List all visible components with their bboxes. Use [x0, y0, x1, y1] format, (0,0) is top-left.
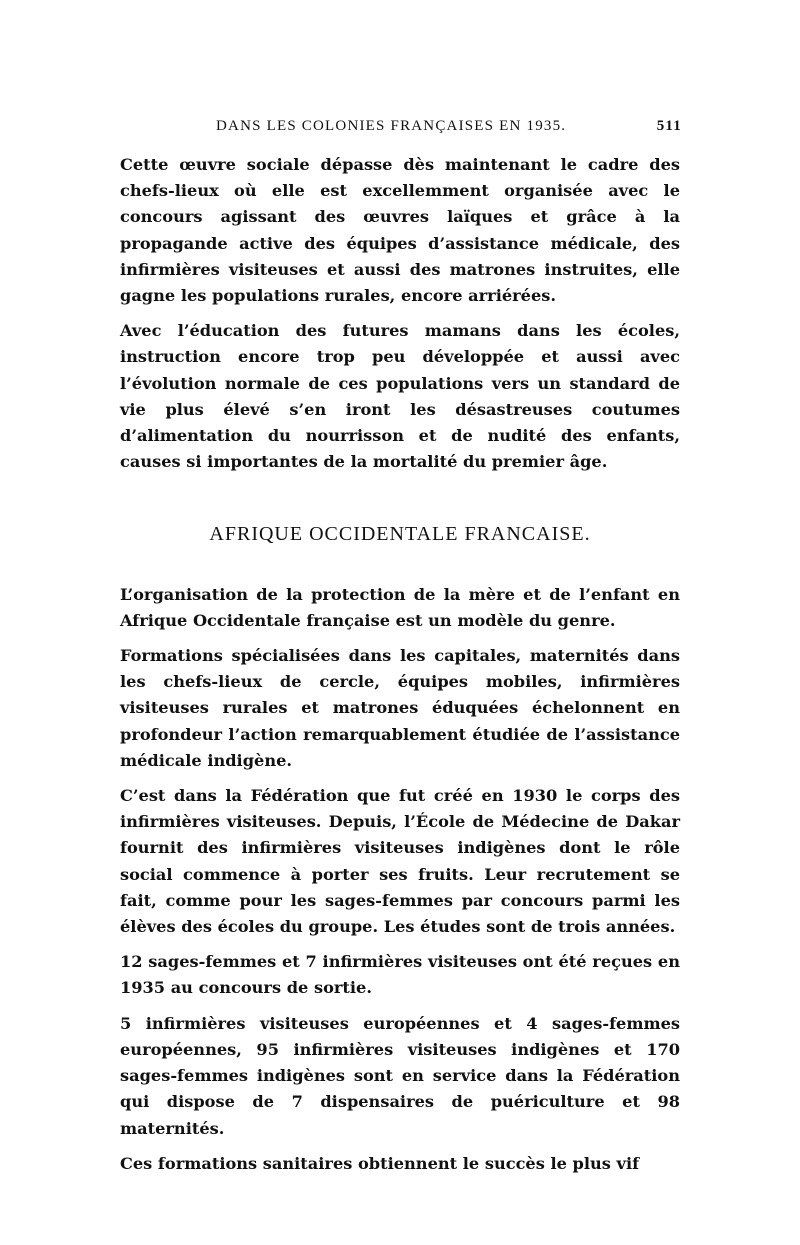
page-number: 511	[656, 118, 682, 134]
section-title: AFRIQUE OCCIDENTALE FRANCAISE.	[209, 523, 591, 546]
paragraph-organisation: L’organisation de la protection de la mère et de l’enfant en Afrique Occidentale française est un modèle du genre.	[120, 584, 680, 630]
paragraph-effectifs: 5 infirmières visiteuses européennes et 4 sages-femmes européennes, 95 infirmières visiteuses indigènes et 170 sages-femmes indigènes sont en service dans la Fédération qui dispose de 7 dispensaires de puériculture et 98 maternités.	[120, 1013, 680, 1138]
body-text	[120, 152, 680, 1177]
paragraph-formations: Formations spécialisées dans les capitales, maternités dans les chefs-lieux de cercle, équipes mobiles, infirmières visiteuses rurales et matrones éduquées échelonnent en profondeur l’action remarquablement étudiée de l’assistance médicale indigène.	[120, 646, 680, 770]
running-title: DANS LES COLONIES FRANÇAISES EN 1935.	[216, 118, 567, 134]
paragraph-education-mamans: Avec l’éducation des futures mamans dans les écoles, instruction encore trop peu développée et aussi avec l’évolution normale de ces populations vers un standard de vie plus élevé s’en iront les désastreuses coutumes d’alimentation du nourrisson et de nudité des enfants, causes si importantes de la mortalité du premier âge.	[120, 321, 680, 472]
paragraph-oeuvre-sociale: Cette œuvre sociale dépasse dès maintenant le cadre des chefs-lieux où elle est excellemment organisée avec le concours agissant des œuvres laïques et grâce à la propagande active des équipes d’assistance médicale, des infirmières visiteuses et aussi des matrones instruites, elle gagne les populations rurales, encore arriérées.	[120, 155, 680, 306]
paragraph-federation: C’est dans la Fédération que fut créé en 1930 le corps des infirmières visiteuses. Depuis, l’École de Médecine de Dakar fournit des infirmières visiteuses indigènes dont le rôle social commence à porter ses fruits. Leur recrutement se fait, comme pour les sages-femmes par concours parmi les élèves des écoles du groupe. Les études sont de trois années.	[120, 786, 680, 937]
running-header	[120, 118, 682, 140]
paragraph-succes: Ces formations sanitaires obtiennent le succès le plus vif	[120, 1153, 640, 1173]
paragraph-concours: 12 sages-femmes et 7 infirmières visiteuses ont été reçues en 1935 au concours de sortie.	[120, 952, 680, 998]
